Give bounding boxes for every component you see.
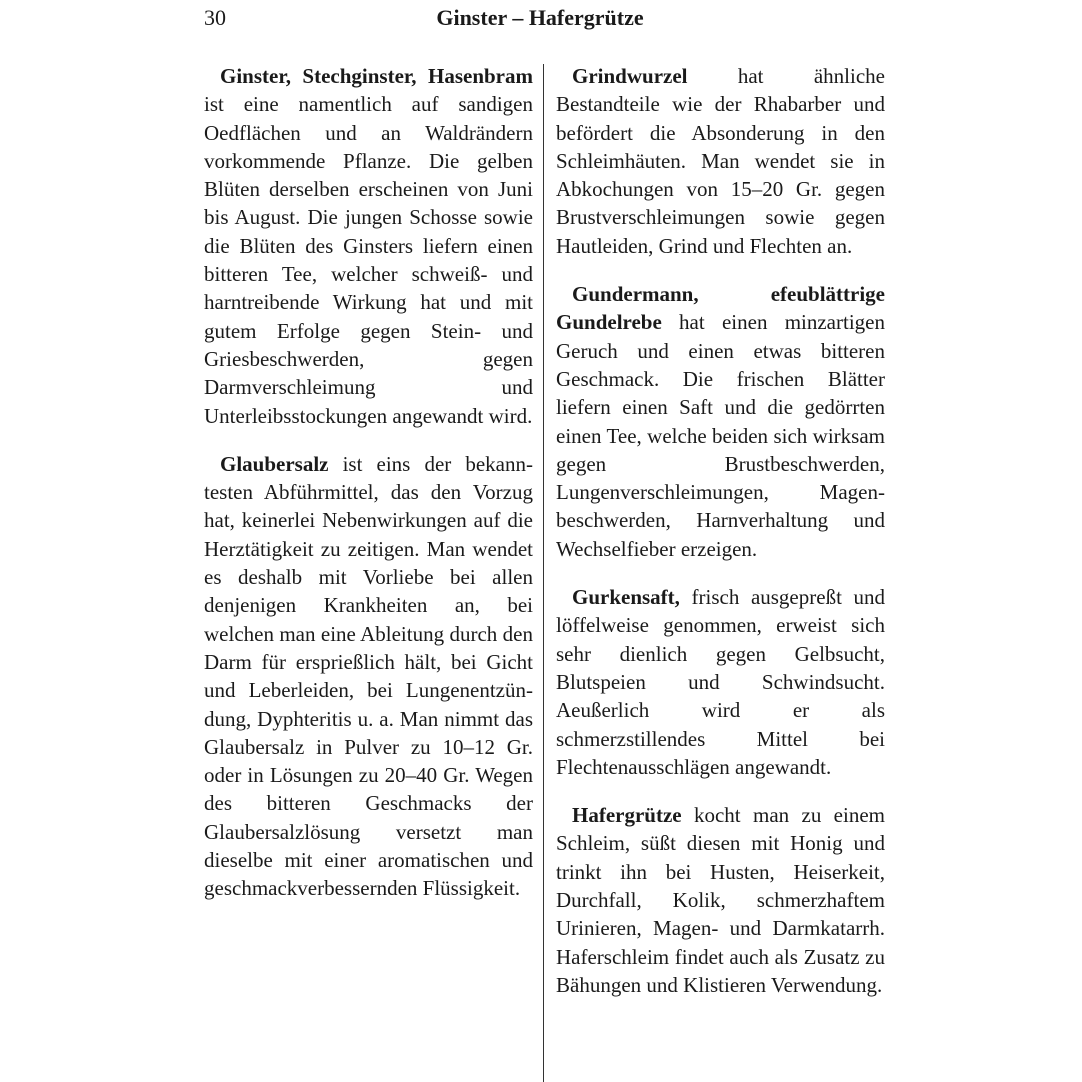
entry-grindwurzel — [556, 62, 885, 260]
entry-ginster — [204, 62, 533, 430]
entry-text: kocht man zu einem Schleim, süßt diesen mit Honig und trinkt ihn bei Husten, Heiserkeit, Durchfall, Kolik, schmerzhaftem Urinieren, Magen- und Darmkatarrh. Haferschleim findet auch als Zusatz zu Bähungen und Klistieren Verwendung. — [556, 803, 885, 997]
entry-headword: Gundermann, efeublättrige Gundelrebe — [556, 282, 885, 335]
running-title: Ginster – Hafergrütze — [436, 5, 644, 30]
entry-gurkensaft — [556, 583, 885, 781]
entry-gundermann — [556, 280, 885, 563]
entry-glaubersalz — [204, 450, 533, 903]
right-column — [556, 62, 885, 1019]
entry-paragraph — [556, 62, 885, 260]
entry-text: hat ähnliche Bestandteile wie der Rhabarber und befördert die Absonderung in den Schleimhäuten. Man wendet sie in Abkochungen von 15–20 Gr. gegen Brustverschleimungen sowie gegen Hautleiden, Grind und Flechten an. — [556, 64, 885, 258]
entry-headword: Grindwurzel — [572, 64, 688, 88]
entry-headword: Ginster, Stechginster, Hasenbram — [220, 64, 533, 88]
entry-paragraph — [204, 62, 533, 430]
left-column — [204, 62, 533, 923]
entry-paragraph — [204, 450, 533, 903]
entry-text: ist eins der bekanntesten Abführmittel, das den Vorzug hat, keinerlei Nebenwirkungen auf die Herztätigkeit zu zeitigen. Man wendet es deshalb mit Vorliebe bei allen denjenigen Krankheiten an, bei welchen man eine Ableitung durch den Darm für ersprießlich hält, bei Gicht und Leberleiden, bei Lungenentzündung, Dyphteritis u. a. Man nimmt das Glaubersalz in Pulver zu 10–12 Gr. oder in Lösungen zu 20–40 Gr. Wegen des bitteren Geschmacks der Glaubersalzlösung versetzt man dieselbe mit einer aromatischen und geschmackverbessernden Flüssigkeit. — [204, 451, 533, 901]
entry-text: ist eine namentlich auf sandigen Oedflächen und an Waldrändern vorkommende Pflanze. Die gelben Blüten derselben erscheinen von Juni bis August. Die jungen Schosse sowie die Blüten des Ginsters liefern einen bitteren Tee, welcher schweiß- und harntreibende Wirkung hat und mit gutem Erfolge gegen Stein- und Griesbeschwerden, gegen Darmverschleimung und Unterleibsstockungen angewandt wird. — [204, 92, 533, 428]
entry-headword: Hafergrütze — [572, 803, 682, 828]
entry-text: hat einen minzartigen Geruch und einen etwas bitteren Geschmack. Die frischen Blätter liefern einen Saft und die gedörrten einen Tee, welche beiden sich wirksam gegen Brustbeschwerden, Lungenverschleimungen, Magenbeschwerden, Harnverhaltung und Wechselfieber erzeigen. — [556, 310, 885, 561]
entry-paragraph — [556, 801, 885, 999]
entry-text: frisch ausgepreßt und löffelweise genommen, erweist sich sehr dienlich gegen Gelbsucht, Blutspeien und Schwindsucht. Aeußerlich wird er als schmerzstillendes Mittel bei Flechtenausschlägen angewandt. — [556, 585, 885, 779]
entry-headword: Gurkensaft, — [572, 585, 680, 610]
entry-headword: Glaubersalz — [220, 451, 329, 476]
entry-paragraph — [556, 583, 885, 781]
entry-paragraph — [556, 280, 885, 563]
page-number: 30 — [204, 5, 226, 30]
entry-hafergruetze — [556, 801, 885, 999]
column-divider — [543, 64, 544, 1082]
